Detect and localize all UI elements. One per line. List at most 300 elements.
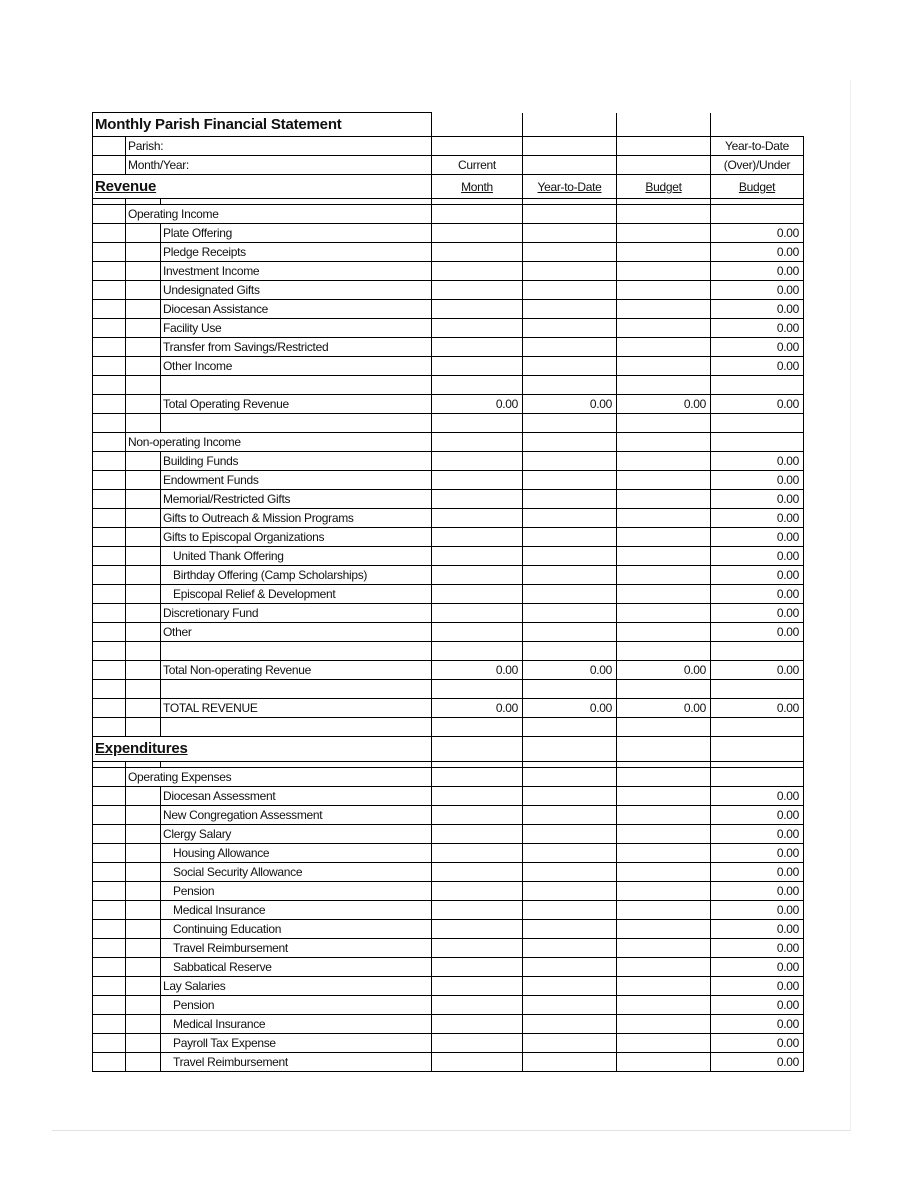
gutter-cell (93, 718, 126, 737)
gutter-cell (93, 338, 126, 357)
current-month-cell[interactable] (432, 863, 523, 882)
ytd-cell[interactable] (523, 319, 617, 338)
section-label: Non-operating Income (126, 433, 432, 452)
current-month-cell[interactable] (432, 920, 523, 939)
revenue-heading-row (93, 175, 804, 199)
over-under-cell (711, 642, 804, 661)
over-under-cell: 0.00 (711, 825, 804, 844)
current-month-cell[interactable] (432, 1015, 523, 1034)
gutter-cell (93, 901, 126, 920)
over-under-cell (711, 768, 804, 787)
gutter-cell (93, 1034, 126, 1053)
indent-cell (126, 300, 161, 319)
gutter-cell (93, 471, 126, 490)
over-under-cell: 0.00 (711, 509, 804, 528)
table-row (93, 566, 804, 585)
over-under-cell: 0.00 (711, 958, 804, 977)
gutter-cell (93, 243, 126, 262)
gutter-cell (93, 566, 126, 585)
ytd-cell[interactable] (523, 585, 617, 604)
indent-cell (126, 1034, 161, 1053)
budget-cell[interactable] (617, 300, 711, 319)
indent-cell (126, 376, 161, 395)
table-row (93, 787, 804, 806)
current-month-cell[interactable] (432, 243, 523, 262)
ytd-cell[interactable] (523, 281, 617, 300)
budget-cell[interactable] (617, 882, 711, 901)
table-row (93, 863, 804, 882)
row-label: Other (161, 623, 432, 642)
budget-cell[interactable] (617, 1053, 711, 1072)
budget-cell (617, 205, 711, 224)
ytd-cell[interactable] (523, 623, 617, 642)
gutter-cell (93, 642, 126, 661)
ytd-cell[interactable] (523, 471, 617, 490)
blank-cell (161, 376, 432, 395)
ytd-cell[interactable] (523, 1015, 617, 1034)
gutter-cell (93, 300, 126, 319)
ytd-cell[interactable] (523, 528, 617, 547)
gutter-cell (93, 528, 126, 547)
over-under-cell: 0.00 (711, 699, 804, 718)
current-month-cell[interactable] (432, 939, 523, 958)
parish-label: Parish: (126, 137, 432, 156)
current-month-cell[interactable] (432, 471, 523, 490)
indent-cell (126, 490, 161, 509)
over-under-cell: 0.00 (711, 547, 804, 566)
indent-cell (126, 863, 161, 882)
indent-cell (126, 281, 161, 300)
current-month-cell (432, 642, 523, 661)
parish-value[interactable] (432, 137, 523, 156)
ytd-cell[interactable] (523, 566, 617, 585)
indent-cell (126, 243, 161, 262)
current-month-cell[interactable] (432, 566, 523, 585)
row-label: Medical Insurance (161, 901, 432, 920)
blank-cell (432, 737, 523, 762)
current-month-cell[interactable] (432, 1053, 523, 1072)
indent-cell (126, 338, 161, 357)
row-label: Payroll Tax Expense (161, 1034, 432, 1053)
table-row (93, 319, 804, 338)
table-row (93, 528, 804, 547)
ytd-cell[interactable] (523, 262, 617, 281)
ytd-cell[interactable] (523, 1034, 617, 1053)
table-row (93, 623, 804, 642)
ytd-cell[interactable] (523, 357, 617, 376)
indent-cell (126, 452, 161, 471)
current-month-cell[interactable] (432, 844, 523, 863)
over-under-cell: 0.00 (711, 882, 804, 901)
row-label: Building Funds (161, 452, 432, 471)
gutter-cell (93, 205, 126, 224)
current-month-cell[interactable] (432, 509, 523, 528)
current-month-cell[interactable] (432, 806, 523, 825)
over-under-cell (711, 376, 804, 395)
row-label: Social Security Allowance (161, 863, 432, 882)
ytd-cell[interactable] (523, 901, 617, 920)
table-row (93, 604, 804, 623)
month-year-label: Month/Year: (126, 156, 432, 175)
row-label: Endowment Funds (161, 471, 432, 490)
total-row (93, 661, 804, 680)
budget-cell[interactable] (617, 262, 711, 281)
table-row (93, 585, 804, 604)
gutter-cell (93, 806, 126, 825)
current-month-cell[interactable] (432, 1034, 523, 1053)
ytd-cell[interactable] (523, 920, 617, 939)
indent-cell (126, 528, 161, 547)
ytd-cell (523, 718, 617, 737)
current-month-cell[interactable] (432, 977, 523, 996)
table-row (93, 882, 804, 901)
budget-cell[interactable] (617, 996, 711, 1015)
budget-cell[interactable] (617, 224, 711, 243)
indent-cell (126, 825, 161, 844)
col-header-ytd2: Year-to-Date (711, 137, 804, 156)
table-row (93, 338, 804, 357)
over-under-cell: 0.00 (711, 901, 804, 920)
current-month-cell (432, 680, 523, 699)
row-label: TOTAL REVENUE (161, 699, 432, 718)
section-label: Operating Income (126, 205, 432, 224)
row-label: Total Operating Revenue (161, 395, 432, 414)
blank-cell (161, 414, 432, 433)
gutter-cell (93, 882, 126, 901)
table-row (93, 996, 804, 1015)
row-label: Gifts to Episcopal Organizations (161, 528, 432, 547)
budget-cell[interactable] (617, 490, 711, 509)
gutter-cell (93, 319, 126, 338)
ytd-cell[interactable] (523, 844, 617, 863)
ytd-cell[interactable] (523, 1053, 617, 1072)
current-month-cell[interactable] (432, 882, 523, 901)
budget-cell[interactable] (617, 357, 711, 376)
budget-cell (617, 642, 711, 661)
current-month-cell (432, 414, 523, 433)
gutter-cell (93, 452, 126, 471)
revenue-heading: Revenue (93, 175, 432, 199)
budget-cell[interactable] (617, 338, 711, 357)
indent-cell (126, 509, 161, 528)
table-row (93, 262, 804, 281)
indent-cell (126, 262, 161, 281)
parish-row (93, 137, 804, 156)
over-under-cell: 0.00 (711, 661, 804, 680)
ytd-cell[interactable] (523, 977, 617, 996)
budget-cell[interactable] (617, 452, 711, 471)
budget-cell[interactable] (617, 806, 711, 825)
budget-cell[interactable] (617, 566, 711, 585)
table-row (93, 224, 804, 243)
financial-statement-table (92, 112, 804, 1072)
ytd-cell[interactable] (523, 338, 617, 357)
indent-cell (126, 585, 161, 604)
gutter-cell (93, 224, 126, 243)
current-month-cell[interactable] (432, 262, 523, 281)
over-under-cell: 0.00 (711, 528, 804, 547)
gutter-cell (93, 939, 126, 958)
title-row (93, 113, 804, 137)
table-row (93, 844, 804, 863)
table-row (93, 1034, 804, 1053)
blank-row (93, 414, 804, 433)
indent-cell (126, 642, 161, 661)
indent-cell (126, 920, 161, 939)
over-under-cell: 0.00 (711, 1034, 804, 1053)
total-row (93, 395, 804, 414)
over-under-cell: 0.00 (711, 863, 804, 882)
over-under-cell: 0.00 (711, 977, 804, 996)
table-row (93, 452, 804, 471)
gutter-cell (93, 787, 126, 806)
budget-cell[interactable] (617, 1015, 711, 1034)
gutter-cell (93, 996, 126, 1015)
row-label: Medical Insurance (161, 1015, 432, 1034)
over-under-cell: 0.00 (711, 939, 804, 958)
over-under-cell: 0.00 (711, 224, 804, 243)
row-label: Travel Reimbursement (161, 939, 432, 958)
indent-cell (126, 939, 161, 958)
section-label: Operating Expenses (126, 768, 432, 787)
current-month-cell[interactable] (432, 585, 523, 604)
row-label: Other Income (161, 357, 432, 376)
table-row (93, 977, 804, 996)
indent-cell (126, 471, 161, 490)
indent-cell (126, 680, 161, 699)
table-row (93, 806, 804, 825)
ytd-cell[interactable] (523, 863, 617, 882)
gutter-cell (93, 1053, 126, 1072)
gutter-cell (93, 547, 126, 566)
over-under-cell: 0.00 (711, 585, 804, 604)
budget-cell: 0.00 (617, 395, 711, 414)
budget-cell[interactable] (617, 939, 711, 958)
total-row (93, 699, 804, 718)
budget-cell[interactable] (617, 958, 711, 977)
blank-cell (161, 680, 432, 699)
indent-cell (126, 882, 161, 901)
ytd-cell (523, 768, 617, 787)
row-label: Undesignated Gifts (161, 281, 432, 300)
indent-cell (126, 718, 161, 737)
budget-cell[interactable] (617, 863, 711, 882)
blank-row (93, 642, 804, 661)
current-month-cell (432, 376, 523, 395)
indent-cell (126, 661, 161, 680)
budget-cell[interactable] (617, 1034, 711, 1053)
gutter-cell (93, 395, 126, 414)
row-label: Pension (161, 882, 432, 901)
over-under-cell: 0.00 (711, 1015, 804, 1034)
current-month-cell[interactable] (432, 224, 523, 243)
row-label: Clergy Salary (161, 825, 432, 844)
ytd-cell[interactable] (523, 996, 617, 1015)
gutter-cell (93, 281, 126, 300)
blank-row (93, 376, 804, 395)
table-row (93, 300, 804, 319)
ytd-cell[interactable] (523, 604, 617, 623)
gutter-cell (93, 433, 126, 452)
row-label: Pledge Receipts (161, 243, 432, 262)
over-under-cell: 0.00 (711, 490, 804, 509)
over-under-cell: 0.00 (711, 996, 804, 1015)
blank-cell (711, 737, 804, 762)
current-month-cell[interactable] (432, 604, 523, 623)
gutter-cell (93, 920, 126, 939)
current-month-cell[interactable] (432, 452, 523, 471)
current-month-cell[interactable] (432, 787, 523, 806)
indent-cell (126, 1053, 161, 1072)
row-label: Discretionary Fund (161, 604, 432, 623)
ytd-cell[interactable] (523, 490, 617, 509)
table-row (93, 958, 804, 977)
indent-cell (126, 787, 161, 806)
blank-row (93, 680, 804, 699)
blank-cell (161, 642, 432, 661)
ytd-cell[interactable] (523, 825, 617, 844)
ytd-cell[interactable] (523, 224, 617, 243)
indent-cell (126, 319, 161, 338)
ytd-cell (523, 433, 617, 452)
col-header-budget: Budget (617, 175, 711, 199)
budget-cell[interactable] (617, 319, 711, 338)
budget-cell[interactable] (617, 243, 711, 262)
ytd-cell (523, 680, 617, 699)
ytd-cell[interactable] (523, 939, 617, 958)
over-under-cell (711, 205, 804, 224)
gutter-cell (93, 357, 126, 376)
row-label: United Thank Offering (161, 547, 432, 566)
table-row (93, 243, 804, 262)
row-label: Gifts to Outreach & Mission Programs (161, 509, 432, 528)
over-under-cell: 0.00 (711, 787, 804, 806)
month-year-row (93, 156, 804, 175)
row-label: Travel Reimbursement (161, 1053, 432, 1072)
current-month-cell[interactable] (432, 300, 523, 319)
ytd-cell[interactable] (523, 243, 617, 262)
budget-cell[interactable] (617, 844, 711, 863)
gutter-cell (93, 414, 126, 433)
gutter-cell (93, 825, 126, 844)
row-label: Facility Use (161, 319, 432, 338)
current-month-cell (432, 768, 523, 787)
current-month-cell: 0.00 (432, 699, 523, 718)
current-month-cell (432, 205, 523, 224)
row-label: Transfer from Savings/Restricted (161, 338, 432, 357)
current-month-cell[interactable] (432, 623, 523, 642)
gutter-cell (93, 604, 126, 623)
budget-cell[interactable] (617, 281, 711, 300)
current-month-cell[interactable] (432, 901, 523, 920)
indent-cell (126, 958, 161, 977)
budget-cell[interactable] (617, 547, 711, 566)
current-month-cell[interactable] (432, 528, 523, 547)
indent-cell (126, 566, 161, 585)
budget-cell (617, 718, 711, 737)
budget-cell: 0.00 (617, 661, 711, 680)
over-under-cell (711, 433, 804, 452)
indent-cell (126, 224, 161, 243)
current-month-cell[interactable] (432, 319, 523, 338)
budget-cell[interactable] (617, 604, 711, 623)
blank-row (93, 718, 804, 737)
current-month-cell[interactable] (432, 958, 523, 977)
blank-cell (523, 737, 617, 762)
table-row (93, 939, 804, 958)
over-under-cell: 0.00 (711, 262, 804, 281)
over-under-cell: 0.00 (711, 452, 804, 471)
budget-cell[interactable] (617, 825, 711, 844)
ytd-cell (523, 642, 617, 661)
indent-cell (126, 395, 161, 414)
ytd-cell[interactable] (523, 882, 617, 901)
budget-cell[interactable] (617, 471, 711, 490)
indent-cell (126, 806, 161, 825)
over-under-cell: 0.00 (711, 604, 804, 623)
current-month-cell[interactable] (432, 547, 523, 566)
current-month-cell[interactable] (432, 338, 523, 357)
col-header-current: Current (432, 156, 523, 175)
indent-cell (126, 844, 161, 863)
gutter-cell (93, 958, 126, 977)
row-label: Episcopal Relief & Development (161, 585, 432, 604)
over-under-cell: 0.00 (711, 806, 804, 825)
ytd-cell: 0.00 (523, 661, 617, 680)
gutter-cell (93, 623, 126, 642)
indent-cell (126, 357, 161, 376)
budget-cell (617, 433, 711, 452)
gutter-cell (93, 977, 126, 996)
indent-cell (126, 1015, 161, 1034)
current-month-cell (432, 433, 523, 452)
ytd-cell[interactable] (523, 806, 617, 825)
ytd-cell[interactable] (523, 300, 617, 319)
gutter-cell (93, 585, 126, 604)
budget-cell[interactable] (617, 901, 711, 920)
ytd-cell[interactable] (523, 452, 617, 471)
current-month-cell[interactable] (432, 281, 523, 300)
statement-title: Monthly Parish Financial Statement (93, 113, 432, 137)
budget-cell[interactable] (617, 509, 711, 528)
over-under-cell: 0.00 (711, 566, 804, 585)
ytd-cell[interactable] (523, 958, 617, 977)
over-under-cell: 0.00 (711, 1053, 804, 1072)
budget-cell[interactable] (617, 585, 711, 604)
row-label: Lay Salaries (161, 977, 432, 996)
gutter-cell (93, 844, 126, 863)
ytd-cell[interactable] (523, 547, 617, 566)
ytd-cell[interactable] (523, 509, 617, 528)
budget-cell[interactable] (617, 528, 711, 547)
budget-cell: 0.00 (617, 699, 711, 718)
table-row (93, 901, 804, 920)
current-month-cell[interactable] (432, 490, 523, 509)
budget-cell[interactable] (617, 623, 711, 642)
ytd-cell: 0.00 (523, 395, 617, 414)
budget-cell[interactable] (617, 920, 711, 939)
table-row (93, 920, 804, 939)
ytd-cell (523, 414, 617, 433)
budget-cell[interactable] (617, 977, 711, 996)
current-month-cell[interactable] (432, 996, 523, 1015)
budget-cell[interactable] (617, 787, 711, 806)
col-header-month: Month (432, 175, 523, 199)
current-month-cell[interactable] (432, 825, 523, 844)
table-row (93, 547, 804, 566)
ytd-cell[interactable] (523, 787, 617, 806)
current-month-cell[interactable] (432, 357, 523, 376)
